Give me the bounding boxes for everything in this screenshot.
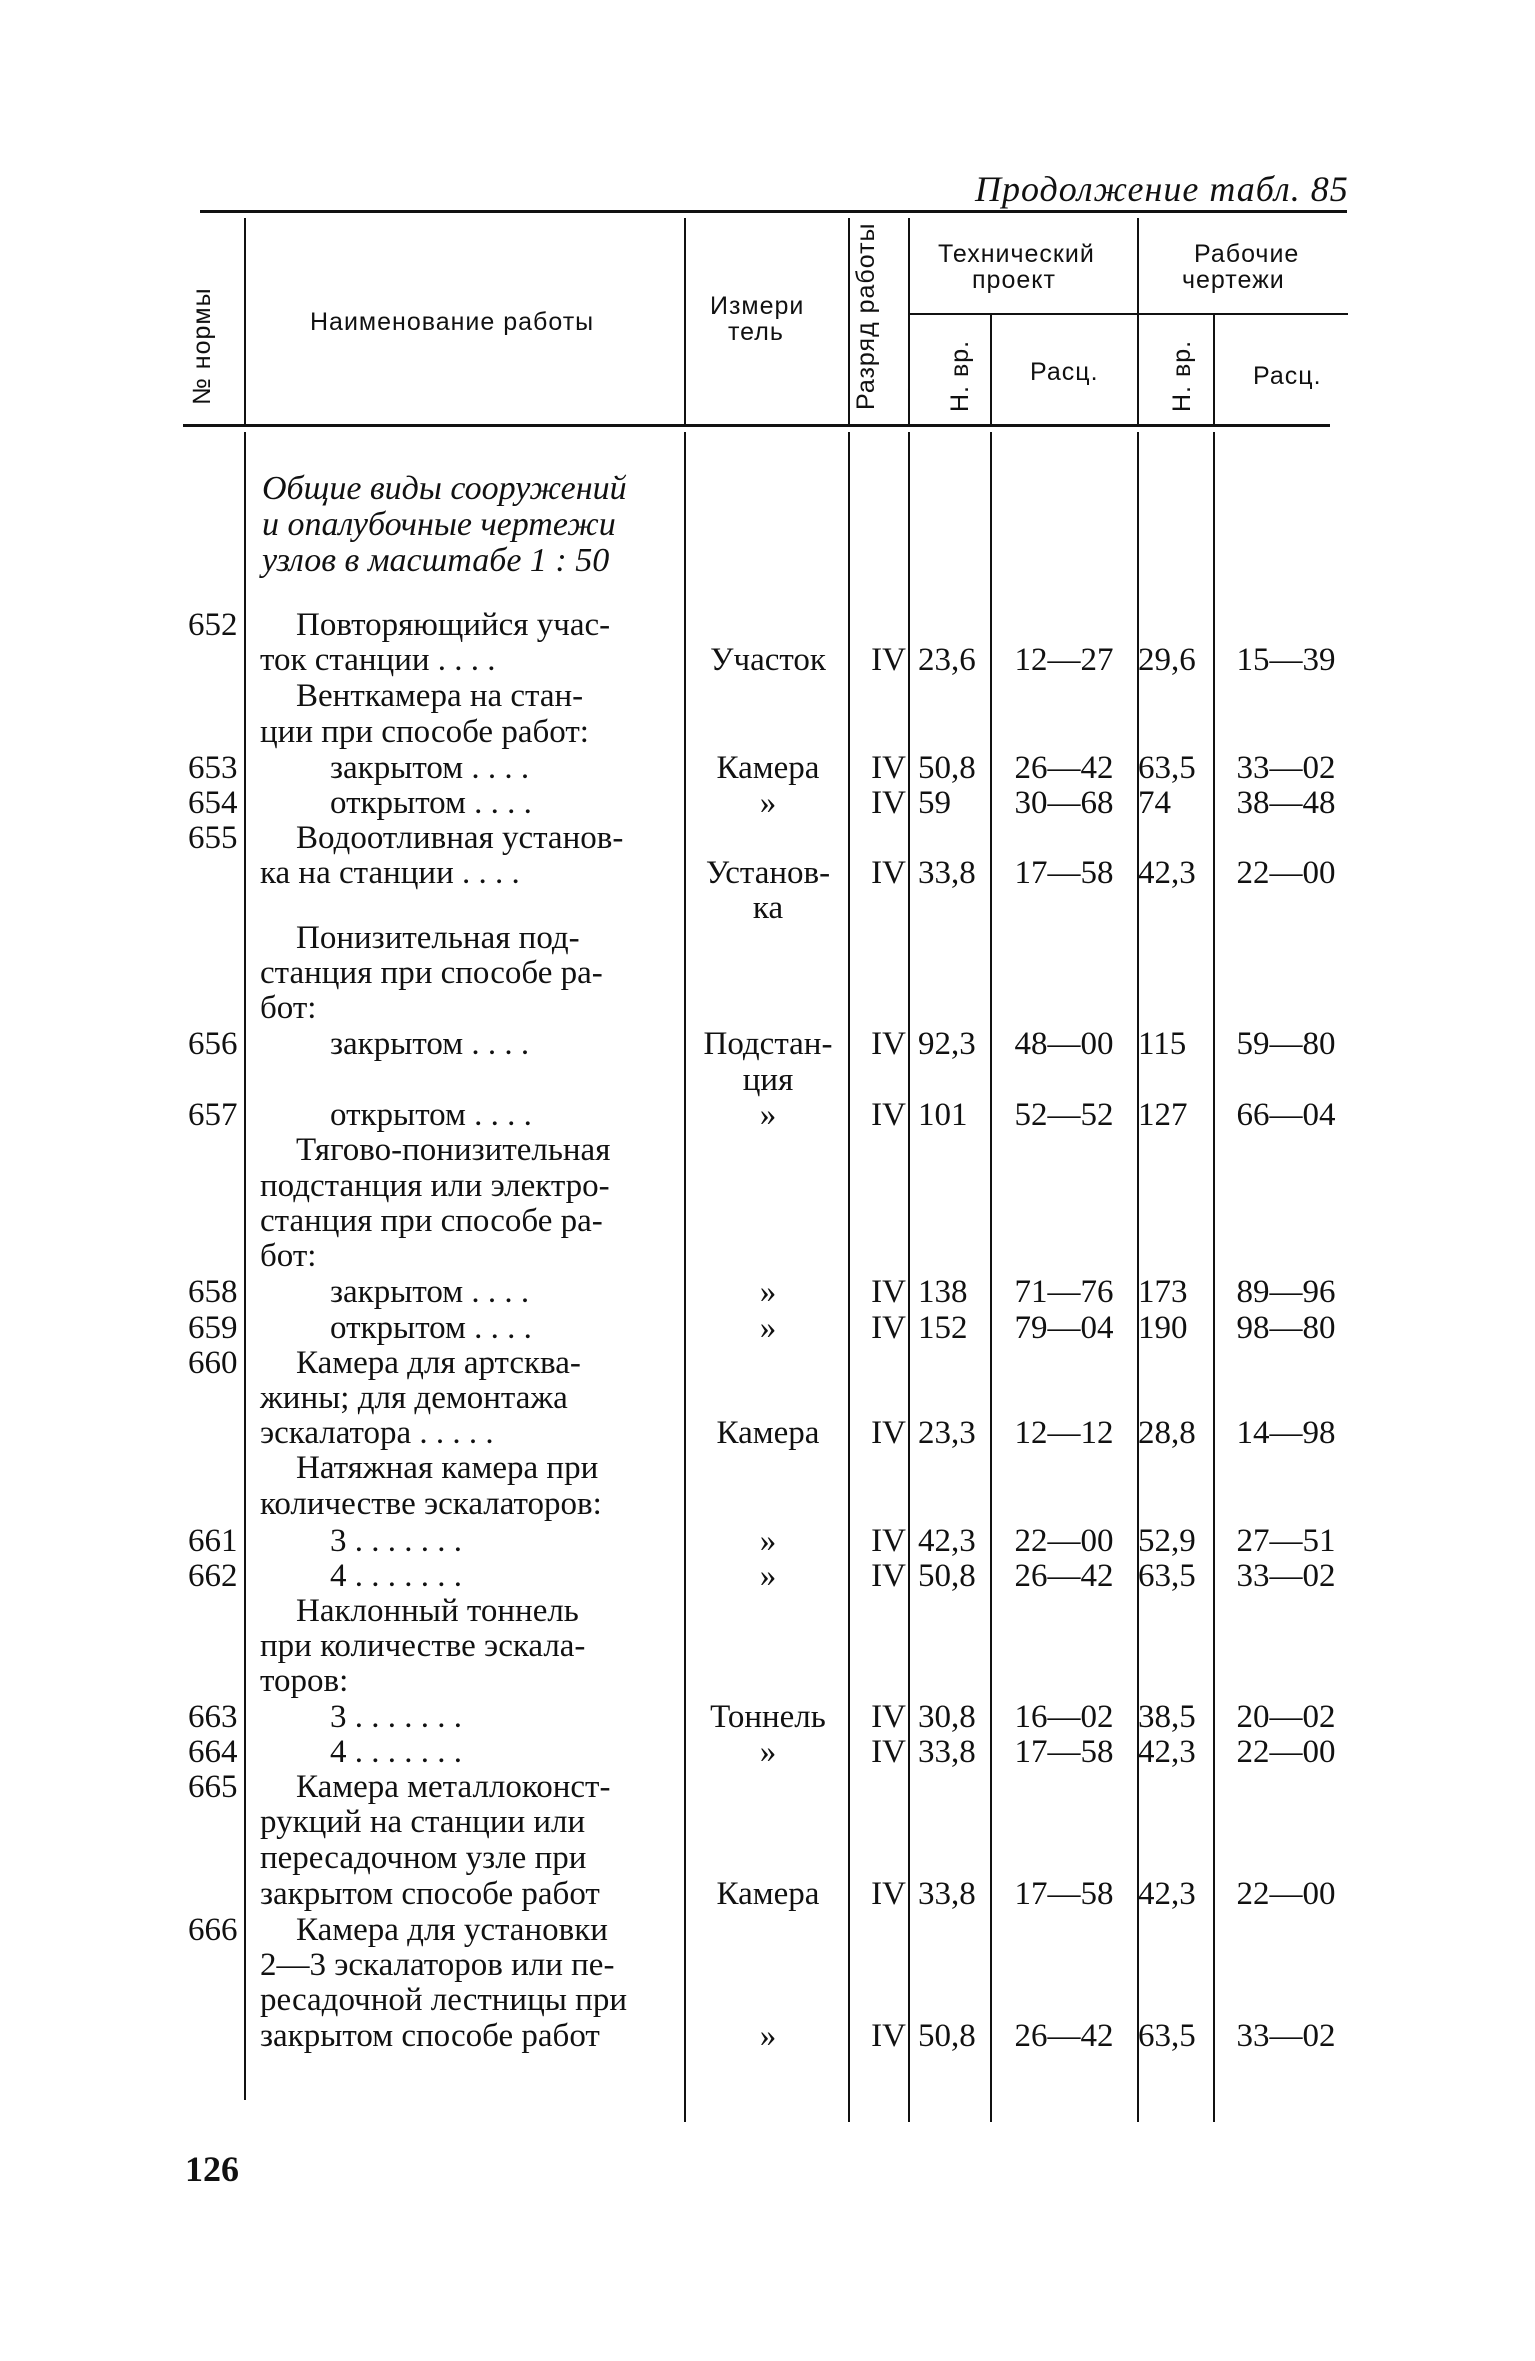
work-name-line: Камера металлоконст- (296, 1769, 611, 1805)
hours-drawings-cell: 63,5 (1138, 2018, 1196, 2054)
unit-cell: Камера (716, 750, 820, 786)
unit-cell: » (759, 785, 777, 821)
header-divider (1137, 218, 1139, 424)
continuation-title: Продолжение табл. 85 (975, 169, 1349, 209)
grade-cell: IV (871, 1310, 906, 1346)
work-name-line: ресадочной лестницы при (260, 1982, 627, 2018)
top-rule (200, 210, 1347, 213)
grade-cell: IV (871, 855, 906, 891)
rate-tech-cell: 26—42 (1014, 750, 1114, 786)
norm-number: 661 (188, 1523, 238, 1559)
work-name-line: Тягово-понизительная (296, 1132, 611, 1168)
grade-cell: IV (871, 1415, 906, 1451)
body-divider (684, 432, 686, 2122)
hours-tech-cell: 101 (918, 1097, 968, 1133)
body-divider (244, 432, 246, 2100)
work-name-line: станция при способе ра- (260, 955, 603, 991)
unit-cell: Подстан- (703, 1026, 833, 1062)
hours-tech-cell: 33,8 (918, 1876, 976, 1912)
rate-drawings-cell: 15—39 (1236, 642, 1336, 678)
subheader-rule (908, 313, 1348, 315)
work-name-line: 3 . . . . . . . (330, 1699, 462, 1735)
grade-cell: IV (871, 642, 906, 678)
hours-tech-cell: 50,8 (918, 750, 976, 786)
rate-tech-cell: 30—68 (1014, 785, 1114, 821)
work-name-line: закрытом . . . . (330, 1026, 530, 1062)
header-rate-drawings: Расц. (1253, 362, 1322, 390)
work-name-line: при количестве эскала- (260, 1628, 586, 1664)
hours-tech-cell: 152 (918, 1310, 968, 1346)
header-tech-project-line1: Технический (938, 240, 1095, 268)
work-name-line: станция при способе ра- (260, 1203, 603, 1239)
grade-cell: IV (871, 1274, 906, 1310)
work-name-line: пересадочном узле при (260, 1840, 587, 1876)
rate-drawings-cell: 22—00 (1236, 855, 1336, 891)
unit-cell: » (759, 1734, 777, 1770)
rate-tech-cell: 17—58 (1014, 1734, 1114, 1770)
work-name-line: 4 . . . . . . . (330, 1558, 462, 1594)
norm-number: 664 (188, 1734, 238, 1770)
grade-cell: IV (871, 750, 906, 786)
norm-number: 653 (188, 750, 238, 786)
body-divider (908, 432, 910, 2122)
norm-number: 656 (188, 1026, 238, 1062)
header-hours-drawings: Н. вр. (1168, 339, 1196, 412)
work-name-line: Водоотливная установ- (296, 820, 624, 856)
rate-tech-cell: 71—76 (1014, 1274, 1114, 1310)
work-name-line: рукций на станции или (260, 1804, 586, 1840)
work-name-line: Повторяющийся учас- (296, 607, 611, 643)
work-name-line: 2—3 эскалаторов или пе- (260, 1947, 615, 1983)
work-name-line: Понизительная под- (296, 920, 580, 956)
grade-cell: IV (871, 1523, 906, 1559)
rate-tech-cell: 26—42 (1014, 2018, 1114, 2054)
header-divider (848, 218, 850, 424)
hours-tech-cell: 23,3 (918, 1415, 976, 1451)
work-name-line: ток станции . . . . (260, 642, 496, 678)
header-working-drawings-line2: чертежи (1182, 266, 1285, 294)
hours-drawings-cell: 42,3 (1138, 855, 1196, 891)
hours-tech-cell: 59 (918, 785, 951, 821)
rate-tech-cell: 17—58 (1014, 855, 1114, 891)
grade-cell: IV (871, 1734, 906, 1770)
grade-cell: IV (871, 785, 906, 821)
work-name-line: открытом . . . . (330, 785, 532, 821)
grade-cell: IV (871, 1876, 906, 1912)
unit-cell: » (759, 1310, 777, 1346)
rate-tech-cell: 12—12 (1014, 1415, 1114, 1451)
unit-cell: Камера (716, 1876, 820, 1912)
hours-tech-cell: 50,8 (918, 2018, 976, 2054)
hours-tech-cell: 92,3 (918, 1026, 976, 1062)
rate-drawings-cell: 22—00 (1236, 1734, 1336, 1770)
work-name-line: закрытом способе работ (260, 2018, 600, 2054)
header-divider (908, 218, 910, 424)
work-name-line: закрытом способе работ (260, 1876, 600, 1912)
work-name-line: Наклонный тоннель (296, 1593, 579, 1629)
body-divider (990, 432, 992, 2122)
rate-drawings-cell: 33—02 (1236, 2018, 1336, 2054)
unit-cell: Тоннель (710, 1699, 826, 1735)
norm-number: 666 (188, 1912, 238, 1948)
norm-number: 659 (188, 1310, 238, 1346)
header-grade: Разряд работы (852, 222, 880, 410)
rate-tech-cell: 79—04 (1014, 1310, 1114, 1346)
hours-drawings-cell: 115 (1138, 1026, 1187, 1062)
norm-number: 655 (188, 820, 238, 856)
unit-cell: Камера (716, 1415, 820, 1451)
hours-tech-cell: 42,3 (918, 1523, 976, 1559)
unit-cell: ция (742, 1062, 794, 1098)
hours-drawings-cell: 29,6 (1138, 642, 1196, 678)
rate-drawings-cell: 20—02 (1236, 1699, 1336, 1735)
work-name-line: эскалатора . . . . . (260, 1415, 494, 1451)
header-divider (990, 315, 992, 424)
work-name-line: торов: (260, 1663, 349, 1699)
rate-drawings-cell: 89—96 (1236, 1274, 1336, 1310)
hours-drawings-cell: 42,3 (1138, 1876, 1196, 1912)
header-unit-line2: тель (728, 318, 784, 346)
rate-tech-cell: 48—00 (1014, 1026, 1114, 1062)
work-name-line: закрытом . . . . (330, 750, 530, 786)
norm-number: 658 (188, 1274, 238, 1310)
hours-tech-cell: 50,8 (918, 1558, 976, 1594)
header-divider (244, 218, 246, 424)
page-number: 126 (185, 2149, 239, 2189)
header-bottom-rule (183, 424, 1330, 427)
work-name-line: 4 . . . . . . . (330, 1734, 462, 1770)
header-work-name: Наименование работы (310, 308, 595, 336)
section-title-line2: и опалубочные чертежи (262, 506, 616, 543)
rate-drawings-cell: 22—00 (1236, 1876, 1336, 1912)
hours-drawings-cell: 74 (1138, 785, 1171, 821)
work-name-line: Камера для артсква- (296, 1345, 581, 1381)
norm-number: 660 (188, 1345, 238, 1381)
unit-cell: » (759, 1274, 777, 1310)
rate-tech-cell: 26—42 (1014, 1558, 1114, 1594)
hours-tech-cell: 33,8 (918, 1734, 976, 1770)
norm-number: 662 (188, 1558, 238, 1594)
header-tech-project-line2: проект (972, 266, 1056, 294)
rate-tech-cell: 52—52 (1014, 1097, 1114, 1133)
rate-drawings-cell: 66—04 (1236, 1097, 1336, 1133)
rate-drawings-cell: 33—02 (1236, 1558, 1336, 1594)
hours-drawings-cell: 38,5 (1138, 1699, 1196, 1735)
hours-tech-cell: 138 (918, 1274, 968, 1310)
hours-drawings-cell: 28,8 (1138, 1415, 1196, 1451)
rate-drawings-cell: 98—80 (1236, 1310, 1336, 1346)
norm-number: 663 (188, 1699, 238, 1735)
header-unit-line1: Измери (710, 292, 805, 320)
header-divider (684, 218, 686, 424)
unit-cell: Участок (710, 642, 826, 678)
section-title-line3: узлов в масштабе 1 : 50 (262, 542, 610, 579)
rate-drawings-cell: 27—51 (1236, 1523, 1336, 1559)
unit-cell: » (759, 2018, 777, 2054)
work-name-line: ции при способе работ: (260, 714, 589, 750)
hours-drawings-cell: 63,5 (1138, 1558, 1196, 1594)
work-name-line: количестве эскалаторов: (260, 1486, 602, 1522)
hours-drawings-cell: 127 (1138, 1097, 1188, 1133)
hours-drawings-cell: 52,9 (1138, 1523, 1196, 1559)
rate-drawings-cell: 59—80 (1236, 1026, 1336, 1062)
header-divider (1213, 315, 1215, 424)
work-name-line: подстанция или электро- (260, 1168, 610, 1204)
rate-tech-cell: 12—27 (1014, 642, 1114, 678)
hours-tech-cell: 30,8 (918, 1699, 976, 1735)
hours-drawings-cell: 63,5 (1138, 750, 1196, 786)
body-divider (848, 432, 850, 2122)
unit-cell: » (759, 1097, 777, 1133)
grade-cell: IV (871, 1097, 906, 1133)
work-name-line: 3 . . . . . . . (330, 1523, 462, 1559)
work-name-line: бот: (260, 1238, 317, 1274)
grade-cell: IV (871, 1558, 906, 1594)
rate-tech-cell: 22—00 (1014, 1523, 1114, 1559)
work-name-line: Натяжная камера при (296, 1450, 599, 1486)
header-hours-tech: Н. вр. (946, 339, 974, 412)
work-name-line: Камера для установки (296, 1912, 608, 1948)
unit-cell: Установ- (705, 855, 831, 891)
header-working-drawings-line1: Рабочие (1194, 240, 1300, 268)
grade-cell: IV (871, 1026, 906, 1062)
work-name-line: открытом . . . . (330, 1097, 532, 1133)
rate-tech-cell: 17—58 (1014, 1876, 1114, 1912)
work-name-line: открытом . . . . (330, 1310, 532, 1346)
hours-drawings-cell: 190 (1138, 1310, 1188, 1346)
rate-drawings-cell: 33—02 (1236, 750, 1336, 786)
hours-tech-cell: 33,8 (918, 855, 976, 891)
grade-cell: IV (871, 2018, 906, 2054)
section-title-line1: Общие виды сооружений (262, 470, 627, 507)
rate-drawings-cell: 14—98 (1236, 1415, 1336, 1451)
header-rate-tech: Расц. (1030, 358, 1099, 386)
work-name-line: бот: (260, 990, 317, 1026)
work-name-line: Венткамера на стан- (296, 678, 584, 714)
work-name-line: закрытом . . . . (330, 1274, 530, 1310)
header-norm-no: № нормы (188, 287, 216, 405)
norm-number: 657 (188, 1097, 238, 1133)
hours-drawings-cell: 173 (1138, 1274, 1188, 1310)
hours-tech-cell: 23,6 (918, 642, 976, 678)
norm-number: 654 (188, 785, 238, 821)
work-name-line: ка на станции . . . . (260, 855, 520, 891)
grade-cell: IV (871, 1699, 906, 1735)
norm-number: 652 (188, 607, 238, 643)
unit-cell: » (759, 1523, 777, 1559)
rate-drawings-cell: 38—48 (1236, 785, 1336, 821)
unit-cell: ка (752, 890, 784, 926)
body-divider (1213, 432, 1215, 2122)
norm-number: 665 (188, 1769, 238, 1805)
rate-tech-cell: 16—02 (1014, 1699, 1114, 1735)
work-name-line: жины; для демонтажа (260, 1380, 568, 1416)
unit-cell: » (759, 1558, 777, 1594)
hours-drawings-cell: 42,3 (1138, 1734, 1196, 1770)
